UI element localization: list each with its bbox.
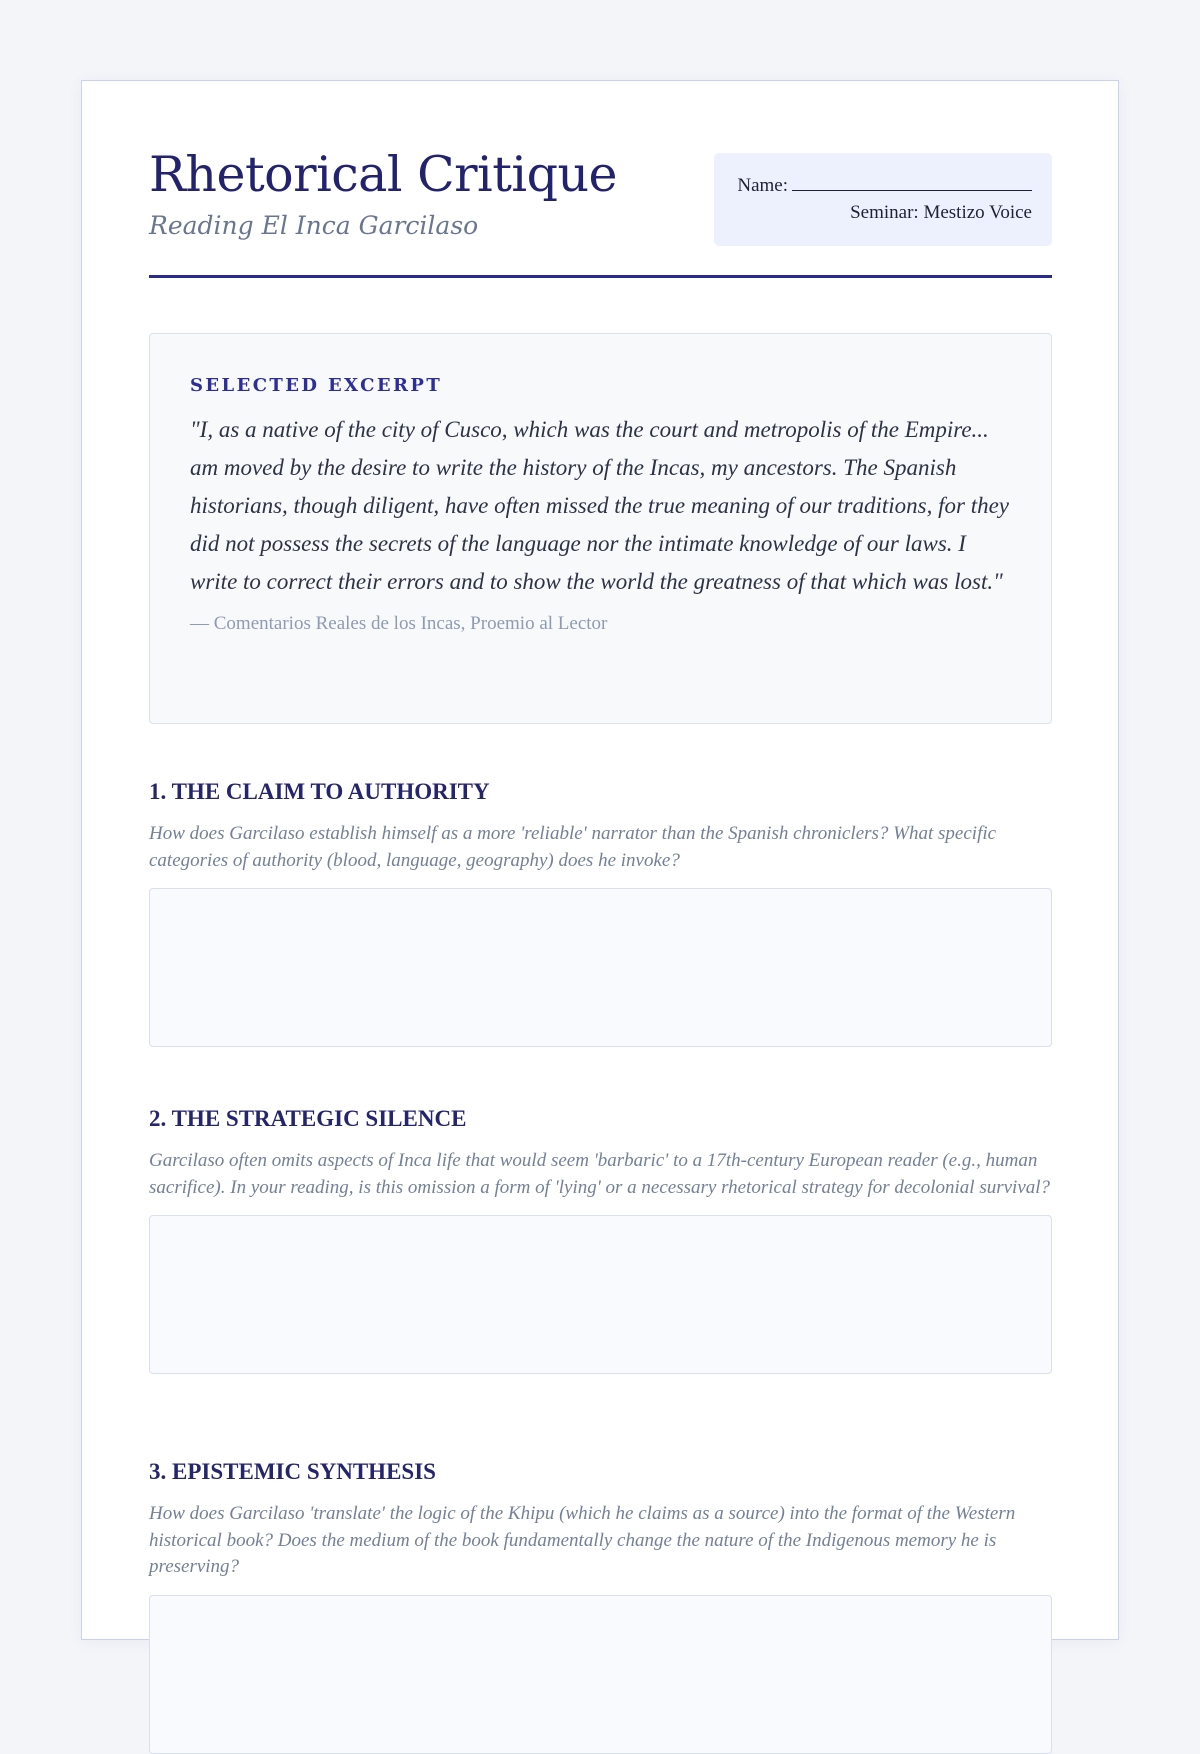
student-info-box — [714, 153, 1052, 246]
page-subtitle: Reading El Inca Garcilaso — [149, 211, 479, 240]
name-row — [734, 172, 1032, 199]
answer-field[interactable] — [149, 1595, 1052, 1754]
excerpt-quote: "I, as a native of the city of Cusco, which was the court and metropolis of the Empire... am moved by the desire to write the history of the Incas, my ancestors. The Spanish historians, though diligent, have often missed the true meaning of our traditions, for they did not possess the secrets of the language nor the intimate knowledge of our laws. I write to correct their errors and to show the world the greatness of that which was lost." — [190, 417, 1010, 594]
answer-field[interactable] — [149, 888, 1052, 1047]
question-prompt: How does Garcilaso establish himself as a more 'reliable' narrator than the Spanish chroniclers? What specific categories of authority (blood, language, geography) does he invoke? — [149, 823, 997, 871]
question-title: 3. EPISTEMIC SYNTHESIS — [149, 1459, 436, 1484]
question-3 — [149, 1457, 1052, 1754]
worksheet-content — [149, 81, 1052, 1577]
excerpt-panel — [149, 333, 1052, 724]
excerpt-attribution: — Comentarios Reales de los Incas, Proemio al Lector — [190, 613, 608, 634]
question-title: 1. THE CLAIM TO AUTHORITY — [149, 779, 490, 804]
question-1 — [149, 777, 1052, 1047]
name-field[interactable] — [792, 172, 1032, 191]
question-prompt: Garcilaso often omits aspects of Inca life that would seem 'barbaric' to a 17th-century European reader (e.g., human sacrifice). In your reading, is this omission a form of 'lying' or a necessary rhetorical strategy for decolonial survival? — [149, 1150, 1051, 1198]
question-title: 2. THE STRATEGIC SILENCE — [149, 1106, 467, 1131]
name-label: Name: — [737, 175, 788, 196]
seminar-label: Seminar: Mestizo Voice — [850, 202, 1032, 223]
worksheet-page — [81, 80, 1119, 1640]
worksheet-header — [149, 81, 1052, 278]
excerpt-heading: SELECTED EXCERPT — [190, 375, 443, 396]
answer-field[interactable] — [149, 1215, 1052, 1374]
question-2 — [149, 1104, 1052, 1374]
page-title: Rhetorical Critique — [149, 146, 618, 203]
question-prompt: How does Garcilaso 'translate' the logic of the Khipu (which he claims as a source) into the format of the Western historical book? Does the medium of the book fundamentally change the nature of the Indigenous memory he is preserving? — [149, 1503, 1016, 1577]
